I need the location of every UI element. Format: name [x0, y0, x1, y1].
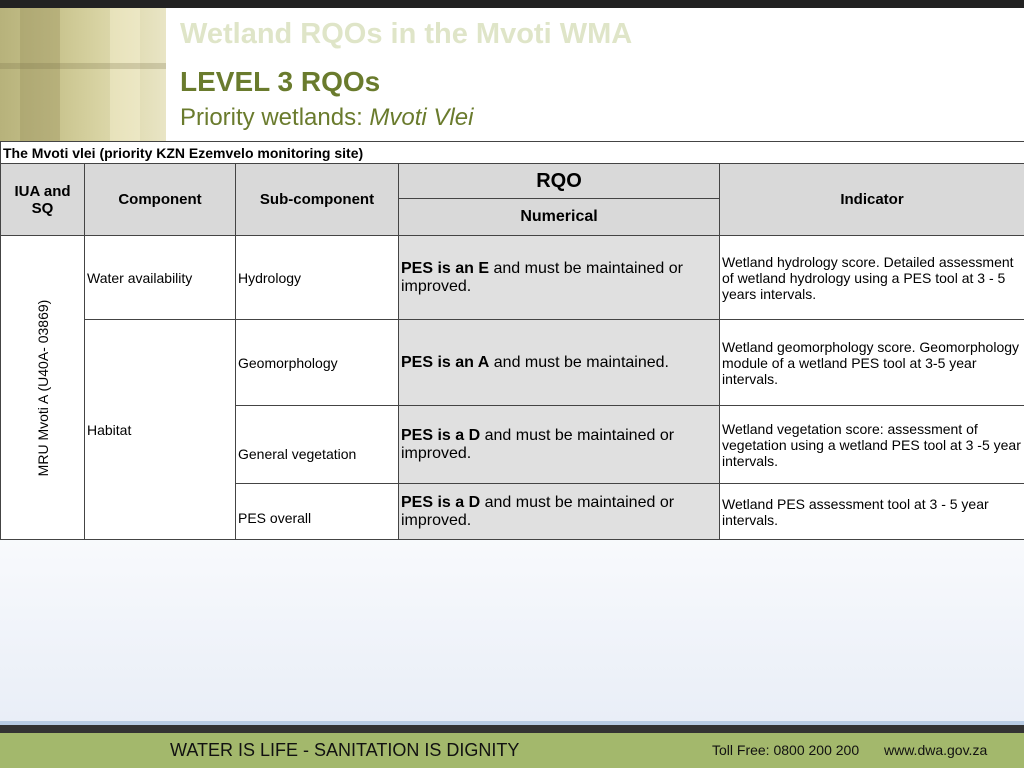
header-component: Component: [85, 164, 236, 236]
header-indicator: Indicator: [720, 164, 1024, 236]
rqo-cell: [399, 406, 720, 484]
subcomponent-cell: General vegetation: [236, 406, 399, 484]
footer-website: www.dwa.gov.za: [884, 742, 988, 758]
header-iua: IUA and SQ: [1, 164, 85, 236]
subheading-site: Mvoti Vlei: [369, 104, 474, 131]
caption-row: [1, 142, 1024, 164]
rqo-rest: and must be maintained or improved.: [401, 493, 675, 529]
indicator-cell: Wetland PES assessment tool at 3 - 5 year intervals.: [720, 484, 1024, 540]
top-bar: [0, 0, 1024, 8]
slide-heading: LEVEL 3 RQOs: [180, 66, 381, 97]
footer: [0, 733, 1024, 768]
slide-subheading: [180, 104, 473, 132]
rqo-bold: PES is an E: [401, 259, 490, 277]
rqo-cell: [399, 236, 720, 320]
table-row: [1, 320, 1024, 406]
header-row: [1, 164, 1024, 199]
header-numerical: Numerical: [399, 199, 720, 236]
subcomponent-cell: Hydrology: [236, 236, 399, 320]
header-photo: [0, 8, 166, 141]
footer-toll-free: Toll Free: 0800 200 200: [712, 742, 860, 758]
rqo-bold: PES is a D: [401, 493, 481, 511]
subcomponent-cell: Geomorphology: [236, 320, 399, 406]
table-caption: The Mvoti vlei (priority KZN Ezemvelo monitoring site): [1, 142, 1024, 164]
indicator-cell: Wetland hydrology score. Detailed assessment of wetland hydrology using a PES tool at 3 - 5 years intervals.: [720, 236, 1024, 320]
rqo-rest: and must be maintained.: [489, 353, 669, 371]
indicator-cell: Wetland vegetation score: assessment of vegetation using a wetland PES tool at 3 -5 year intervals.: [720, 406, 1024, 484]
rqo-rest: and must be maintained or improved.: [401, 426, 675, 462]
component-cell: Habitat: [85, 320, 236, 540]
footer-slogan: WATER IS LIFE - SANITATION IS DIGNITY: [170, 740, 520, 760]
rqo-rest: and must be maintained or improved.: [401, 259, 683, 295]
rqo-cell: [399, 484, 720, 540]
table-row: [1, 236, 1024, 320]
header-rqo: RQO: [399, 164, 720, 199]
subcomponent-cell: PES overall: [236, 484, 399, 540]
header-subcomponent: Sub-component: [236, 164, 399, 236]
indicator-cell: Wetland geomorphology score. Geomorphology module of a wetland PES tool at 3-5 year intervals.: [720, 320, 1024, 406]
iua-cell: [1, 236, 85, 540]
ghost-title: Wetland RQOs in the Mvoti WMA: [180, 18, 633, 50]
rqo-cell: [399, 320, 720, 406]
footer-bar: [0, 725, 1024, 733]
rqo-table-container: [0, 141, 1024, 540]
rqo-bold: PES is a D: [401, 426, 481, 444]
component-cell: Water availability: [85, 236, 236, 320]
subheading-prefix: Priority wetlands:: [180, 104, 370, 131]
iua-value: MRU Mvoti A (U40A- 03869): [34, 299, 51, 476]
rqo-table: [0, 141, 1024, 540]
rqo-bold: PES is an A: [401, 353, 490, 371]
